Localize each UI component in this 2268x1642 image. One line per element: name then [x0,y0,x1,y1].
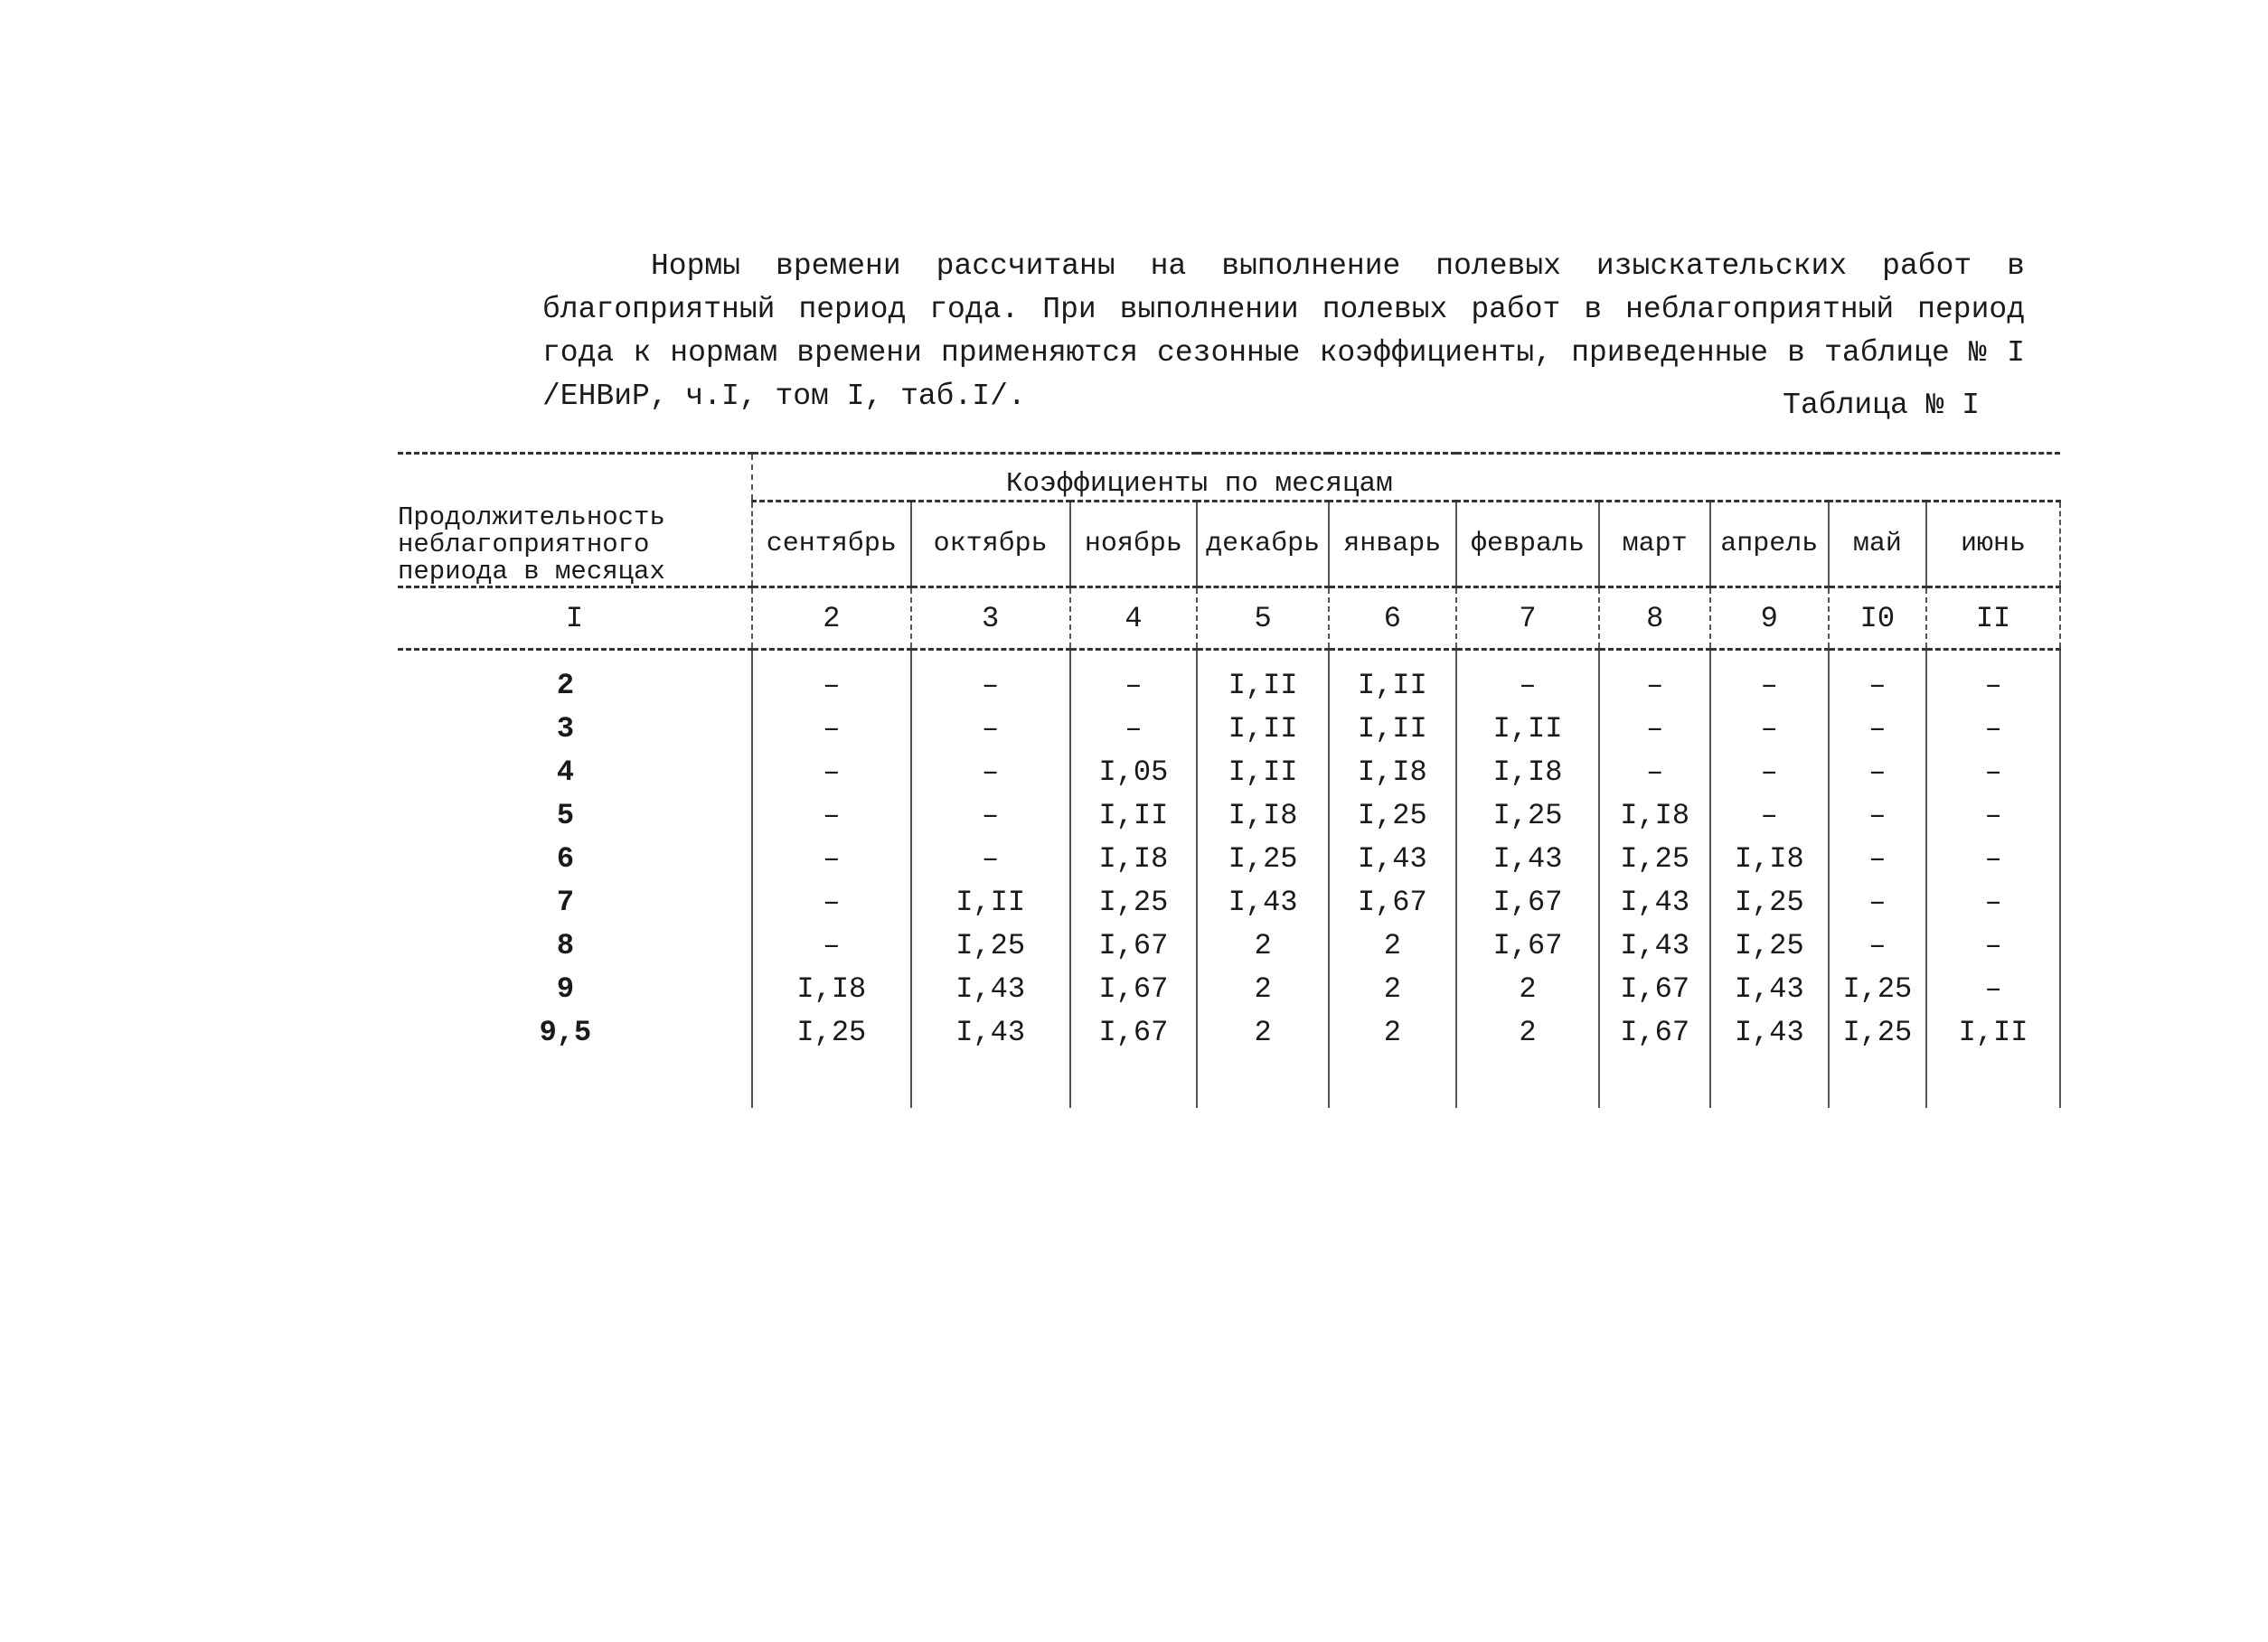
table-row [398,837,2060,880]
spacer-cell [1599,1054,1710,1108]
coefficient-cell: I,I8 [1070,837,1198,880]
coefficient-cell: I,43 [1599,924,1710,967]
coefficient-cell: – [911,793,1070,837]
coefficient-cell: I,25 [1599,837,1710,880]
coefficient-cell: – [911,837,1070,880]
coefficient-cell: – [1599,650,1710,708]
month-header: октябрь [911,502,1070,587]
coefficient-cell: – [752,924,911,967]
spacer-cell [1926,1054,2060,1108]
duration-cell: 3 [398,707,752,750]
column-number: I [398,587,752,650]
duration-cell: 6 [398,837,752,880]
table-row [398,924,2060,967]
table-row [398,750,2060,793]
coefficient-cell: I,43 [1710,1010,1829,1054]
coefficient-cell: – [752,793,911,837]
coefficient-cell: I,II [1926,1010,2060,1054]
coefficient-cell: – [911,750,1070,793]
coefficient-cell: – [1599,750,1710,793]
coefficient-cell: – [752,880,911,924]
coefficient-cell: – [1829,750,1927,793]
coefficient-cell: – [752,650,911,708]
spacer-cell [1070,1054,1198,1108]
coefficient-cell: I,25 [1197,837,1329,880]
coefficient-cell: – [752,707,911,750]
coefficient-cell: – [752,750,911,793]
coefficient-cell: – [1710,750,1829,793]
column-number: I0 [1829,587,1927,650]
coefficient-cell: I,43 [1599,880,1710,924]
coefficients-group-header: Коэффициенты по месяцам [752,454,2060,502]
coefficient-cell: 2 [1329,1010,1456,1054]
coefficient-cell: 2 [1456,967,1600,1010]
table-body [398,650,2060,1109]
coefficient-cell: I,II [1329,650,1456,708]
spacer-cell [1710,1054,1829,1108]
coefficient-cell: I,25 [1710,924,1829,967]
month-header: апрель [1710,502,1829,587]
coefficient-cell: I,43 [1197,880,1329,924]
spacer-cell [1197,1054,1329,1108]
duration-cell: 9 [398,967,752,1010]
table-row [398,880,2060,924]
coefficient-cell: I,25 [1070,880,1198,924]
coefficient-cell: – [911,707,1070,750]
coefficient-cell: – [1926,880,2060,924]
coefficient-cell: 2 [1329,967,1456,1010]
coefficient-cell: I,25 [1829,967,1927,1010]
table-row [398,650,2060,708]
spacer-cell [1456,1054,1600,1108]
coefficient-cell: – [1829,707,1927,750]
coefficient-cell: I,25 [752,1010,911,1054]
month-header: декабрь [1197,502,1329,587]
coefficient-cell: I,67 [1070,924,1198,967]
spacer-cell [1829,1054,1927,1108]
column-number: 5 [1197,587,1329,650]
coefficient-cell: I,67 [1599,967,1710,1010]
month-header: июнь [1926,502,2060,587]
duration-cell: 5 [398,793,752,837]
spacer-row [398,1054,2060,1108]
coefficient-cell: I,67 [1070,967,1198,1010]
coefficient-cell: – [1599,707,1710,750]
coefficient-cell: 2 [1456,1010,1600,1054]
coefficient-cell: I,II [1197,750,1329,793]
table-row [398,707,2060,750]
table-row [398,793,2060,837]
coefficient-cell: – [1829,837,1927,880]
coefficient-cell: I,I8 [1710,837,1829,880]
coefficient-cell: I,25 [1829,1010,1927,1054]
coefficient-cell: I,43 [1710,967,1829,1010]
duration-cell: 8 [398,924,752,967]
coefficient-cell: I,II [1197,707,1329,750]
coefficient-cell: I,43 [1456,837,1600,880]
coefficient-cell: – [1829,793,1927,837]
coefficient-cell: I,II [1197,650,1329,708]
coefficient-cell: I,25 [1456,793,1600,837]
coefficient-cell: – [1829,650,1927,708]
coefficient-cell: 2 [1197,967,1329,1010]
column-number: 9 [1710,587,1829,650]
coefficient-cell: – [1829,880,1927,924]
coefficient-cell: – [1710,707,1829,750]
coefficient-cell: I,II [1329,707,1456,750]
month-header: ноябрь [1070,502,1198,587]
duration-header: Продолжительность неблагоприятного периода в месяцах [398,454,752,587]
table-row [398,967,2060,1010]
coefficient-cell: I,II [1456,707,1600,750]
coefficient-cell: – [752,837,911,880]
column-number: II [1926,587,2060,650]
month-header: сентябрь [752,502,911,587]
coefficient-cell: – [1926,650,2060,708]
coefficient-cell: I,43 [911,1010,1070,1054]
coefficient-cell: I,67 [1329,880,1456,924]
column-number: 8 [1599,587,1710,650]
duration-cell: 7 [398,880,752,924]
coefficient-cell: – [1710,793,1829,837]
coefficient-cell: I,67 [1456,924,1600,967]
spacer-cell [398,1054,752,1108]
column-number: 4 [1070,587,1198,650]
coefficients-table [398,452,2061,1108]
coefficient-cell: – [1926,924,2060,967]
coefficient-cell: I,25 [911,924,1070,967]
coefficient-cell: – [1070,707,1198,750]
coefficient-cell: – [1829,924,1927,967]
column-number: 7 [1456,587,1600,650]
duration-cell: 2 [398,650,752,708]
coefficient-cell: I,I8 [1329,750,1456,793]
month-header: февраль [1456,502,1600,587]
coefficient-cell: I,43 [1329,837,1456,880]
spacer-cell [752,1054,911,1108]
duration-cell: 4 [398,750,752,793]
column-number: 2 [752,587,911,650]
coefficient-cell: – [1926,967,2060,1010]
spacer-cell [1329,1054,1456,1108]
duration-cell: 9,5 [398,1010,752,1054]
coefficient-cell: I,05 [1070,750,1198,793]
coefficient-cell: I,25 [1329,793,1456,837]
spacer-cell [911,1054,1070,1108]
coefficient-cell: – [1456,650,1600,708]
month-header: март [1599,502,1710,587]
coefficient-cell: I,67 [1456,880,1600,924]
coefficient-cell: I,67 [1070,1010,1198,1054]
month-header: май [1829,502,1927,587]
column-number: 3 [911,587,1070,650]
coefficient-cell: I,43 [911,967,1070,1010]
coefficient-cell: 2 [1197,1010,1329,1054]
coefficient-cell: – [1710,650,1829,708]
table-row [398,1010,2060,1054]
coefficient-cell: – [1926,793,2060,837]
coefficient-cell: 2 [1197,924,1329,967]
column-number: 6 [1329,587,1456,650]
coefficient-cell: 2 [1329,924,1456,967]
coefficient-cell: I,I8 [1197,793,1329,837]
coefficient-cell: I,I8 [752,967,911,1010]
table-label: Таблица № I [1783,389,1980,422]
coefficient-cell: I,II [911,880,1070,924]
month-header: январь [1329,502,1456,587]
coefficient-cell: – [1070,650,1198,708]
coefficient-cell: I,67 [1599,1010,1710,1054]
intro-paragraph: Нормы времени рассчитаны на выполнение полевых изыскательских работ в благоприятный период года. При выполнении полевых работ в неблагоприятный период года к нормам времени применяются сезонные коэффициенты, приведенные в таблице № I /ЕНВиР, ч.I, том I, таб.I/. [542,249,2025,413]
coefficient-cell: – [911,650,1070,708]
coefficient-cell: I,II [1070,793,1198,837]
coefficient-cell: – [1926,750,2060,793]
coefficient-cell: I,25 [1710,880,1829,924]
coefficient-cell: I,I8 [1456,750,1600,793]
coefficient-cell: – [1926,707,2060,750]
coefficient-cell: – [1926,837,2060,880]
column-numbers-row [398,587,2060,650]
coefficient-cell: I,I8 [1599,793,1710,837]
